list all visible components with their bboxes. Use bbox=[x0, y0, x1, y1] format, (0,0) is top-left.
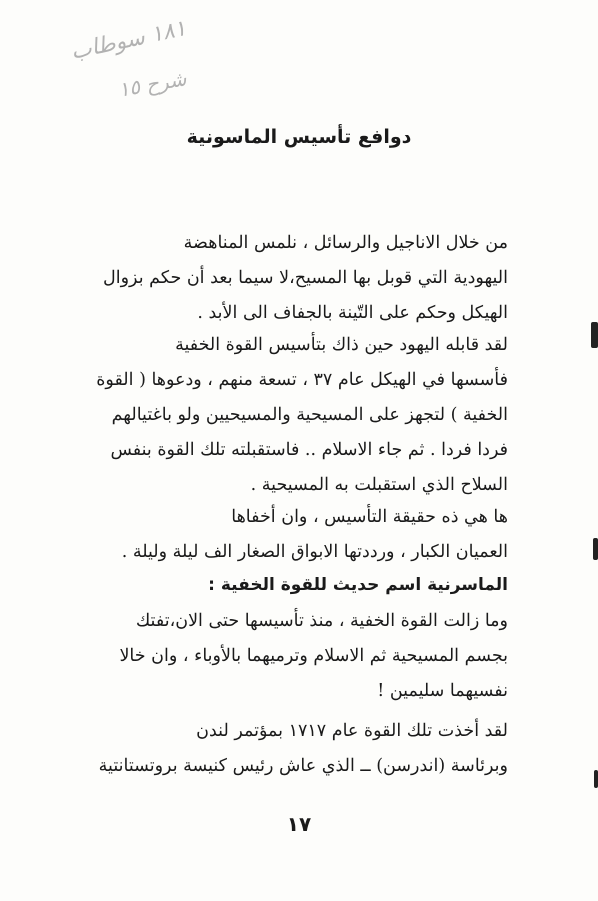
scan-edge-mark bbox=[594, 770, 598, 788]
text-line: لقد قابله اليهود حين ذاك بتأسيس القوة الخفية bbox=[175, 335, 508, 355]
paragraph bbox=[63, 714, 508, 784]
text-line: فردا فردا . ثم جاء الاسلام .. فاستقبلته تلك القوة بنفس bbox=[110, 440, 508, 460]
text-line: وبرئاسة (اندرسن) ــ الذي عاش رئيس كنيسة بروتستانتية bbox=[98, 756, 508, 776]
chapter-title: دوافع تأسيس الماسونية bbox=[186, 126, 412, 148]
text-line: الهيكل وحكم على التّينة بالجفاف الى الأبد . bbox=[197, 303, 508, 323]
text-line: نفسيهما سليمين ! bbox=[377, 681, 508, 701]
text-line: لقد أخذت تلك القوة عام ١٧١٧ بمؤتمر لندن bbox=[196, 721, 508, 741]
handwritten-note bbox=[68, 16, 240, 118]
page-number: ١٧ bbox=[286, 812, 312, 836]
scan-edge-mark bbox=[593, 538, 598, 560]
section-heading: الماسرنية اسم حديث للقوة الخفية : bbox=[208, 575, 508, 595]
scan-edge-mark bbox=[591, 322, 598, 348]
text-line: فأسسها في الهيكل عام ٣٧ ، تسعة منهم ، ودعوها ( القوة bbox=[96, 370, 508, 390]
text-line: ها هي ذه حقيقة التأسيس ، وان أخفاها bbox=[231, 507, 508, 527]
text-line: من خلال الاناجيل والرسائل ، نلمس المناهضة bbox=[183, 233, 508, 253]
text-line: بجسم المسيحية ثم الاسلام وترميهما بالأوباء ، وان خالا bbox=[119, 646, 508, 666]
paragraph bbox=[63, 226, 508, 331]
handwritten-note-line: ١٨١ سوطاب bbox=[68, 16, 189, 65]
handwritten-note-line: شرح ١٥ bbox=[116, 66, 189, 102]
text-line: الخفية ) لتجهز على المسيحية والمسيحيين ولو باغتيالهم bbox=[111, 405, 508, 425]
paragraph bbox=[63, 500, 508, 570]
paragraph bbox=[63, 604, 508, 709]
paragraph bbox=[63, 328, 508, 503]
text-line: العميان الكبار ، ورددتها الابواق الصغار الف ليلة وليلة . bbox=[121, 542, 508, 562]
text-line: اليهودية التي قوبل بها المسيح،لا سيما بعد أن حكم بزوال bbox=[103, 268, 508, 288]
text-line: السلاح الذي استقبلت به المسيحية . bbox=[250, 475, 508, 495]
text-line: وما زالت القوة الخفية ، منذ تأسيسها حتى الان،تفتك bbox=[135, 611, 508, 631]
